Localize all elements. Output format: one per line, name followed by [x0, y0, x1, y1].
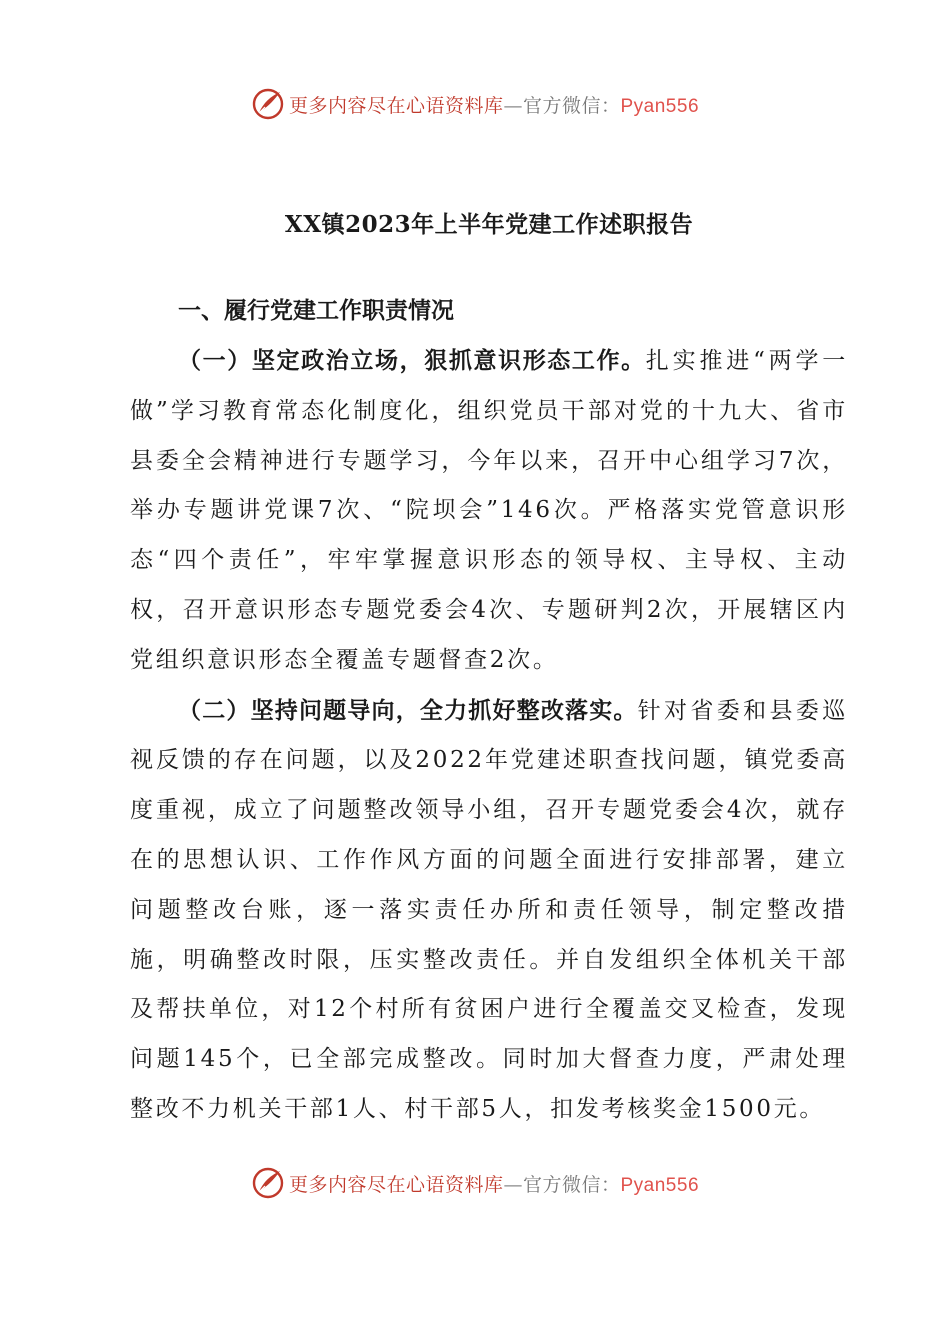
- paragraph-1: [130, 336, 848, 686]
- paragraph-2-lead: （二）坚持问题导向，全力抓好整改落实。: [178, 696, 638, 724]
- header-watermark: [0, 84, 950, 124]
- section-heading: 一、履行党建工作职责情况: [178, 297, 454, 324]
- footer-watermark: [0, 1163, 950, 1203]
- paragraph-2-body: 针对省委和县委巡视反馈的存在问题，以及2022年党建述职查找问题，镇党委高度重视，成立了问题整改领导小组，召开专题党委会4次，就存在的思想认识、工作作风方面的问题全面进行安排部署，建立问题整改台账，逐一落实责任办所和责任领导，制定整改措施，明确整改时限，压实整改责任。并自发组织全体机关干部及帮扶单位，对12个村所有贫困户进行全覆盖交叉检查，发现问题145个，已全部完成整改。同时加大督查力度，严肃处理整改不力机关干部1人、村干部5人，扣发考核奖金1500元。: [130, 697, 848, 1122]
- watermark-text: 更多内容尽在心语资料库—官方微信：Pyan556: [288, 1173, 700, 1196]
- document-body: [130, 200, 848, 1135]
- document-title: XX镇2023年上半年党建工作述职报告: [284, 211, 694, 238]
- quill-logo-icon: [251, 87, 285, 121]
- quill-logo-icon: [251, 1166, 285, 1200]
- paragraph-1-lead: （一）坚定政治立场，狠抓意识形态工作。: [178, 347, 646, 374]
- paragraph-1-body: 扎实推进“两学一做”学习教育常态化制度化，组织党员干部对党的十九大、省市县委全会精神进行专题学习，今年以来，召开中心组学习7次，举办专题讲党课7次、“院坝会”146次。严格落实党管意识形态“四个责任”，牢牢掌握意识形态的领导权、主导权、主动权，召开意识形态专题党委会4次、专题研判2次，开展辖区内党组织意识形态全覆盖专题督查2次。: [130, 348, 849, 673]
- paragraph-2: [130, 686, 848, 1135]
- watermark-text: 更多内容尽在心语资料库—官方微信：Pyan556: [288, 94, 700, 117]
